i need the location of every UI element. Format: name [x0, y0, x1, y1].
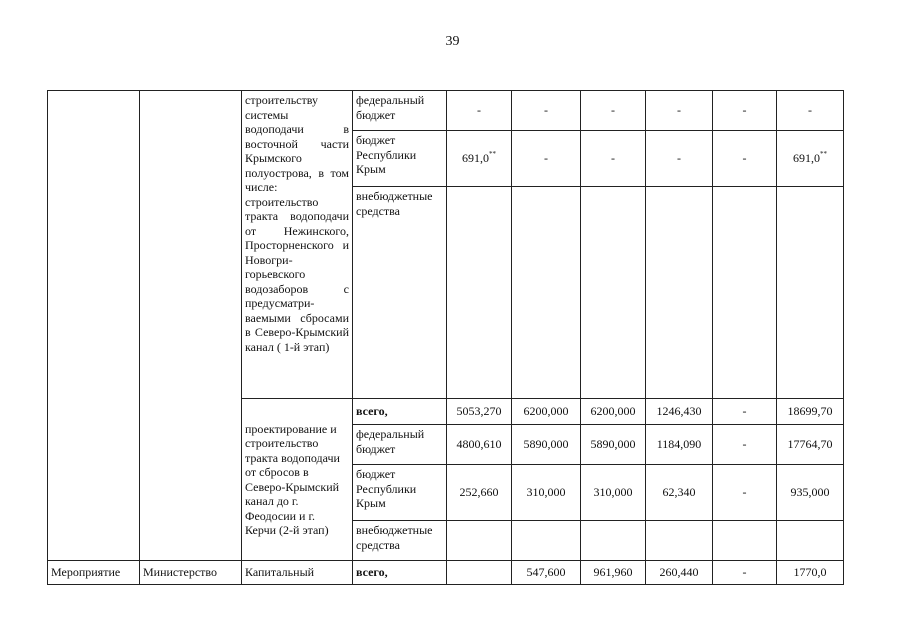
value-cell: - — [512, 91, 581, 131]
value-cell: 935,000 — [777, 465, 844, 521]
value-cell: 5890,000 — [581, 425, 646, 465]
value-cell: - — [646, 131, 713, 187]
footnote-mark: ** — [489, 150, 496, 159]
executor-cell: Министерство — [140, 561, 242, 585]
value-cell: - — [713, 91, 777, 131]
value-cell: - — [581, 91, 646, 131]
value-cell — [777, 521, 844, 561]
value-cell — [512, 521, 581, 561]
source-extrabudgetary: внебюджетные средства — [353, 187, 447, 399]
value-cell: - — [713, 131, 777, 187]
value-cell — [777, 187, 844, 399]
value-cell — [646, 521, 713, 561]
table-row — [48, 561, 844, 585]
value-cell — [646, 187, 713, 399]
value-cell: - — [447, 91, 512, 131]
value-cell: 260,440 — [646, 561, 713, 585]
value-cell: 1770,0 — [777, 561, 844, 585]
stage-3-description: Капитальный — [242, 561, 353, 585]
value-cell: - — [581, 131, 646, 187]
value-cell: 1184,090 — [646, 425, 713, 465]
value-cell: - — [512, 131, 581, 187]
stage-1-description: строительству системы водоподачи в восточной части Крымского полуострова, в том числе: строительство тракта водоподачи от Нежинского, Просторненского и Новогри-горьевского водозаборов с предусматри-ваемыми сбросами в Северо-Крымский канал ( 1-й этап) — [242, 91, 353, 399]
source-crimea-budget: бюджет Республики Крым — [353, 131, 447, 187]
value-cell — [713, 521, 777, 561]
source-extrabudgetary: внебюджетные средства — [353, 521, 447, 561]
value-cell — [581, 521, 646, 561]
value-cell: 17764,70 — [777, 425, 844, 465]
value-cell: 547,600 — [512, 561, 581, 585]
value-cell: - — [713, 425, 777, 465]
value-cell: 691,0** — [447, 131, 512, 187]
value-cell — [447, 187, 512, 399]
value-cell: - — [777, 91, 844, 131]
value-cell — [447, 561, 512, 585]
source-federal-budget: федеральный бюджет — [353, 91, 447, 131]
value-cell: 6200,000 — [512, 399, 581, 425]
value-cell: 961,960 — [581, 561, 646, 585]
value-cell: 691,0** — [777, 131, 844, 187]
value-cell — [581, 187, 646, 399]
value-cell: 62,340 — [646, 465, 713, 521]
activity-cell: Мероприятие — [48, 561, 140, 585]
value-cell: - — [646, 91, 713, 131]
value-cell: 310,000 — [581, 465, 646, 521]
table-row — [48, 91, 844, 131]
value-cell — [713, 187, 777, 399]
value-cell: 1246,430 — [646, 399, 713, 425]
footnote-mark: ** — [820, 150, 827, 159]
budget-table — [47, 90, 844, 585]
value-cell — [512, 187, 581, 399]
value-cell: - — [713, 399, 777, 425]
value-cell: 252,660 — [447, 465, 512, 521]
cell-executor-empty — [140, 91, 242, 561]
value-cell: 310,000 — [512, 465, 581, 521]
page-number: 39 — [445, 34, 460, 49]
source-federal-budget: федеральный бюджет — [353, 425, 447, 465]
value-cell: 6200,000 — [581, 399, 646, 425]
value-cell: 5890,000 — [512, 425, 581, 465]
source-total: всего, — [353, 399, 447, 425]
value-cell: - — [713, 465, 777, 521]
value-cell — [447, 521, 512, 561]
stage-2-description: проектирование и строительство тракта водоподачи от сбросов в Северо-Крымский канал до г. Феодосии и г. Керчи (2-й этап) — [242, 399, 353, 561]
cell-activity-empty — [48, 91, 140, 561]
value-cell: 18699,70 — [777, 399, 844, 425]
source-crimea-budget: бюджет Республики Крым — [353, 465, 447, 521]
source-total: всего, — [353, 561, 447, 585]
value-cell: 4800,610 — [447, 425, 512, 465]
value-cell: 5053,270 — [447, 399, 512, 425]
value-cell: - — [713, 561, 777, 585]
